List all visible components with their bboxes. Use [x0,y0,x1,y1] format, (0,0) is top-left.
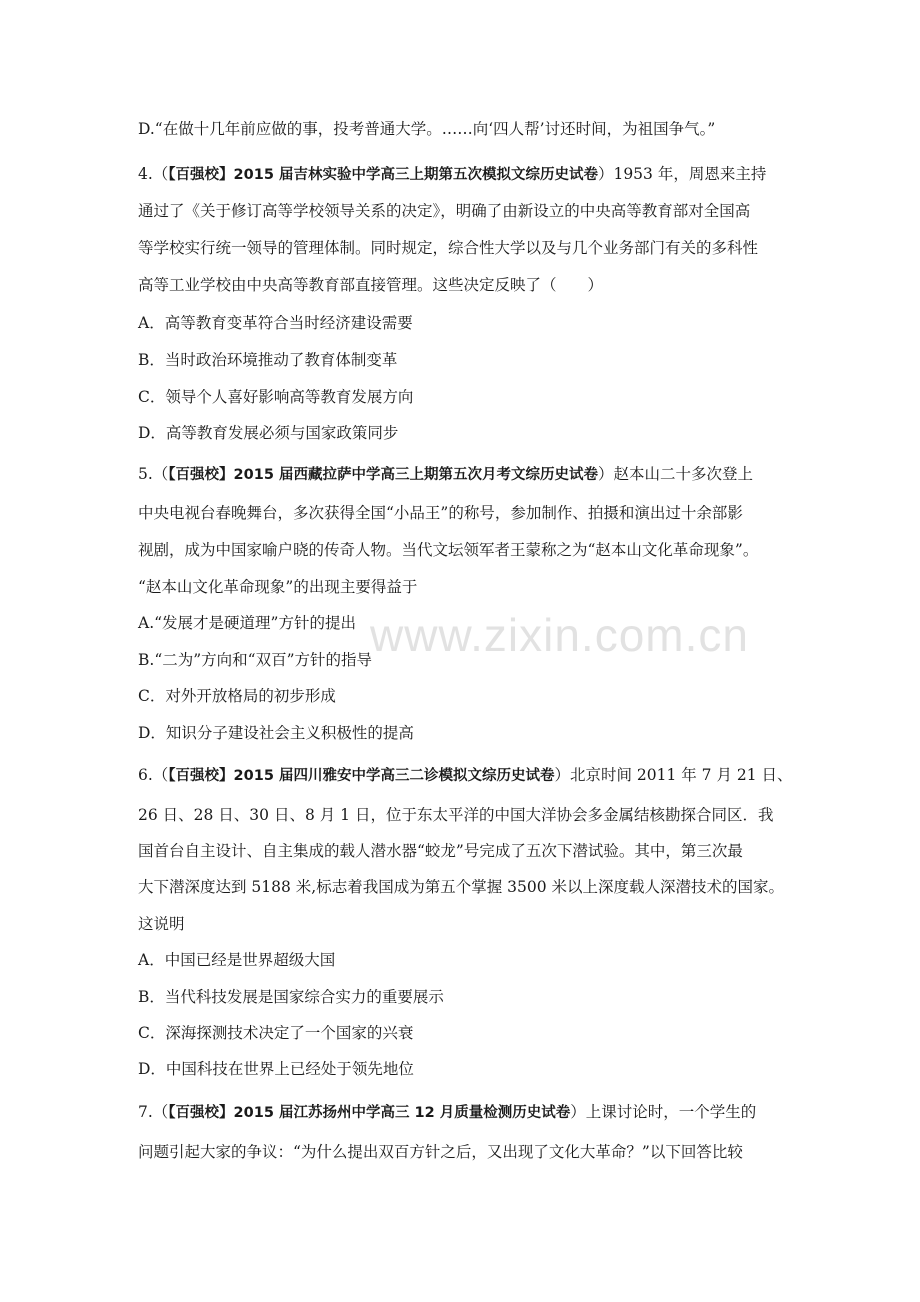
q3-option-d: D.“在做十几年前应做的事，投考普通大学。……向‘四人帮’讨还时间，为祖国争气。” [138,120,716,138]
q4-option-a: A．高等教育变革符合当时经济建设需要 [138,314,413,332]
q6-number: 6.（ [138,766,169,784]
q5-source: 【百强校】2015 届西藏拉萨中学高三上期第五次月考文综历史试卷 [168,467,598,483]
q4-source: 【百强校】2015 届吉林实验中学高三上期第五次模拟文综历史试卷 [168,167,598,183]
q4-stem-line: 等学校实行统一领导的管理体制。同时规定，综合性大学以及与几个业务部门有关的多科性 [138,239,759,257]
q7-number: 7.（ [138,1103,169,1121]
q5-option-b: B.“二为”方向和“双百”方针的指导 [138,651,373,669]
q6-stem-line: 这说明 [138,915,185,933]
q4-stem-first-line [138,164,766,185]
q7-stem-first-line [138,1102,756,1123]
q7-stem-start: ）上课讨论时，一个学生的 [570,1103,757,1121]
q6-option-c: C．深海探测技术决定了一个国家的兴衰 [138,1024,414,1042]
q5-stem-first-line [138,464,753,485]
q7-stem-line: 问题引起大家的争议：“为什么提出双百方针之后，又出现了文化大革命？”以下回答比较 [138,1143,743,1161]
q5-number: 5.（ [138,465,169,483]
q4-stem-line: 通过了《关于修订高等学校领导关系的决定》，明确了由新设立的中央高等教育部对全国高 [138,202,751,220]
q5-option-a: A.“发展才是硬道理”方针的提出 [138,614,356,632]
q4-option-b: B．当时政治环境推动了教育体制变革 [138,351,398,369]
q4-option-c: C．领导个人喜好影响高等教育发展方向 [138,388,414,406]
q4-stem-line: 高等工业学校由中央高等教育部直接管理。这些决定反映了（ ） [138,276,604,294]
q4-number: 4.（ [138,165,169,183]
q6-stem-line: 26 日、28 日、30 日、8 月 1 日，位于东太平洋的中国大洋协会多金属结核勘探合同区．我 [138,806,774,824]
q5-stem-line: 视剧，成为中国家喻户晓的传奇人物。当代文坛领军者王蒙称之为“赵本山文化革命现象”。 [138,541,759,559]
q6-option-a: A．中国已经是世界超级大国 [138,951,336,969]
q5-stem-line: “赵本山文化革命现象”的出现主要得益于 [138,578,418,596]
q4-option-d: D．高等教育发展必须与国家政策同步 [138,424,399,442]
q6-stem-first-line [138,765,793,786]
q5-option-d: D．知识分子建设社会主义积极性的提高 [138,724,414,742]
q4-stem-start: ）1953 年，周恩来主持 [597,165,767,183]
q5-option-c: C．对外开放格局的初步形成 [138,687,336,705]
q5-stem-line: 中央电视台春晚舞台，多次获得全国“小品王”的称号，参加制作、拍摄和演出过十余部影 [138,504,743,522]
q6-stem-line: 国首台自主设计、自主集成的载人潜水器“蛟龙”号完成了五次下潜试验。其中，第三次最 [138,842,743,860]
q6-stem-line: 大下潜深度达到 5188 米,标志着我国成为第五个掌握 3500 米以上深度载人深潜技术的国家。 [138,878,785,896]
q5-stem-start: ）赵本山二十多次登上 [597,465,753,483]
q6-source: 【百强校】2015 届四川雅安中学高三二诊模拟文综历史试卷 [168,768,555,784]
q6-option-d: D．中国科技在世界上已经处于领先地位 [138,1060,414,1078]
watermark: www.zixin.com.cn [370,609,749,661]
q6-option-b: B．当代科技发展是国家综合实力的重要展示 [138,988,444,1006]
q6-stem-start: ）北京时间 2011 年 7 月 21 日、 [554,766,793,784]
q7-source: 【百强校】2015 届江苏扬州中学高三 12 月质量检测历史试卷 [168,1105,571,1121]
